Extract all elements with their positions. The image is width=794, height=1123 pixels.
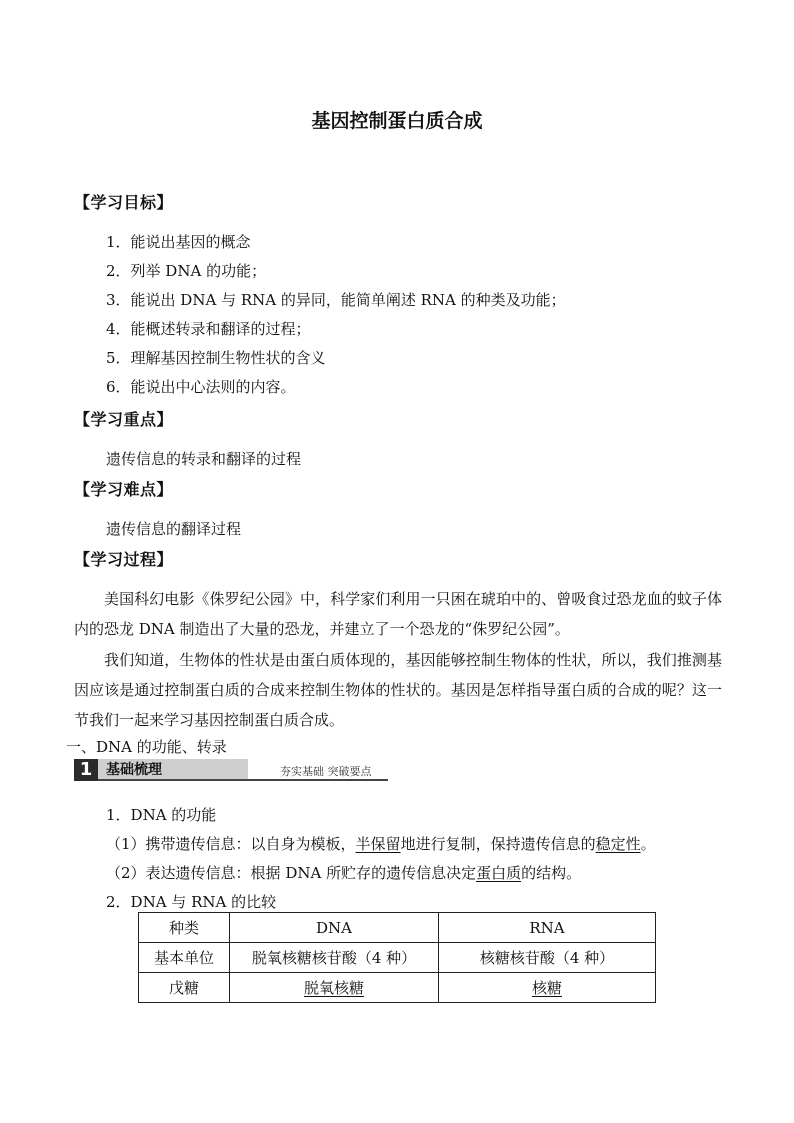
answer-blank: 稳定性: [595, 835, 641, 853]
answer-blank: 半保留: [355, 835, 401, 853]
goals-heading: 【学习目标】: [74, 193, 174, 212]
dna-function-sub2: [106, 862, 581, 883]
goal-item: 4．能概述转录和翻译的过程；: [106, 320, 311, 338]
table-cell: 基本单位: [139, 943, 230, 973]
dna-rna-comparison-table: [138, 912, 656, 1003]
dna-function-item: 1．DNA 的功能: [106, 806, 217, 824]
comparison-item: 2．DNA 与 RNA 的比较: [106, 893, 277, 911]
dna-function-sub1: [106, 833, 656, 854]
banner-number: 1: [74, 759, 98, 781]
section-title: 一、DNA 的功能、转录: [66, 738, 227, 756]
table-header-cell: RNA: [439, 913, 656, 943]
answer-blank: 脱氧核糖: [303, 979, 364, 997]
table-cell: [439, 973, 656, 1003]
table-row: [139, 943, 656, 973]
table-cell: 戊糖: [139, 973, 230, 1003]
banner-rule: [98, 779, 388, 781]
sub2-prefix: （2）表达遗传信息：根据 DNA 所贮存的遗传信息决定: [106, 864, 477, 882]
sub1-suffix: 。: [640, 835, 656, 853]
table-header-cell: 种类: [139, 913, 230, 943]
process-heading: 【学习过程】: [74, 550, 174, 569]
key-points-heading: 【学习重点】: [74, 410, 174, 429]
intro-paragraph-2: 我们知道，生物体的性状是由蛋白质体现的，基因能够控制生物体的性状，所以，我们推测基因应该是通过控制蛋白质的合成来控制生物体的性状的。基因是怎样指导蛋白质的合成的呢？这一节我们一起来学习基因控制蛋白质合成。: [74, 651, 722, 729]
sub1-mid: 地进行复制，保持遗传信息的: [400, 835, 596, 853]
difficulties-heading: 【学习难点】: [74, 480, 174, 499]
document-title: 基因控制蛋白质合成: [311, 110, 483, 132]
table-cell: 核糖核苷酸（4 种）: [439, 943, 656, 973]
key-points-text: 遗传信息的转录和翻译的过程: [106, 450, 302, 468]
banner-label: 基础梳理: [98, 759, 248, 781]
table-header-cell: DNA: [230, 913, 439, 943]
goal-item: 2．列举 DNA 的功能；: [106, 262, 267, 280]
table-row: [139, 973, 656, 1003]
difficulties-text: 遗传信息的翻译过程: [106, 520, 242, 538]
goal-item: 5．理解基因控制生物性状的含义: [106, 349, 326, 367]
table-cell: 脱氧核糖核苷酸（4 种）: [230, 943, 439, 973]
intro-paragraph: 美国科幻电影《侏罗纪公园》中，科学家们利用一只困在琥珀中的、曾吸食过恐龙血的蚊子体内的恐龙 DNA 制造出了大量的恐龙，并建立了一个恐龙的“侏罗纪公园”。: [74, 590, 722, 638]
banner-tagline: 夯实基础 突破要点: [280, 765, 372, 778]
sub1-prefix: （1）携带遗传信息：以自身为模板，: [106, 835, 356, 853]
goal-item: 6．能说出中心法则的内容。: [106, 378, 296, 396]
answer-blank: 核糖: [531, 979, 562, 997]
goal-item: 1．能说出基因的概念: [106, 233, 251, 251]
sub2-suffix: 的结构。: [521, 864, 582, 882]
goal-item: 3．能说出 DNA 与 RNA 的异同，能简单阐述 RNA 的种类及功能；: [106, 291, 566, 309]
section-banner: [74, 759, 388, 781]
table-header-row: [139, 913, 656, 943]
table-cell: [230, 973, 439, 1003]
answer-blank: 蛋白质: [476, 864, 522, 882]
